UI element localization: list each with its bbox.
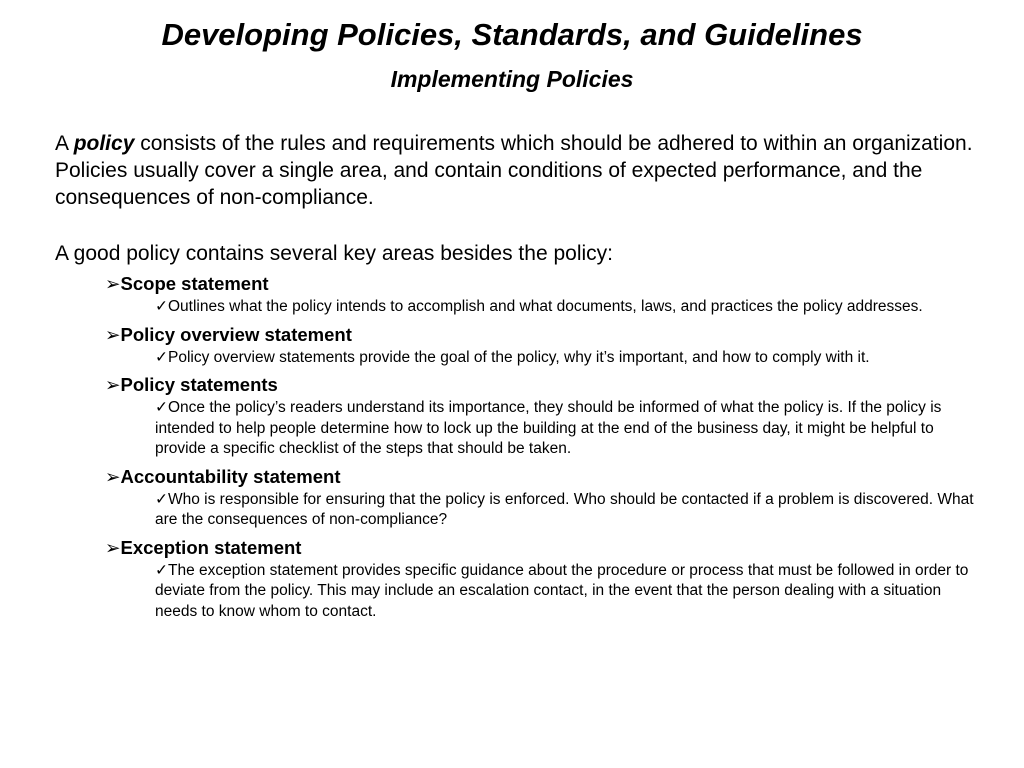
intro-prefix: A xyxy=(55,132,74,155)
bullet-detail xyxy=(155,561,995,623)
intro-rest: consists of the rules and requirements which should be adhered to within an organization. Policies usually cover a single area, and contain conditions of expected performance, and the consequences of non-compliance. xyxy=(55,132,973,209)
lead-paragraph: A good policy contains several key areas besides the policy: xyxy=(55,242,613,265)
check-bullet-icon: ✓ xyxy=(155,399,168,416)
check-bullet-icon: ✓ xyxy=(155,490,168,508)
bullet-heading xyxy=(105,372,995,398)
heading-text: Policy statements xyxy=(120,374,278,395)
bullet-detail xyxy=(155,297,995,318)
bullet-heading xyxy=(105,271,995,297)
detail-text: The exception statement provides specific guidance about the procedure or process that must be followed in order to deviate from the policy. This may include an escalation contact, in the event that the person dealing with a situation needs to know whom to contact. xyxy=(155,561,969,620)
detail-text: Outlines what the policy intends to accomplish and what documents, laws, and practices the policy addresses. xyxy=(168,298,923,315)
arrow-bullet-icon: ➢ xyxy=(105,374,121,395)
check-bullet-icon: ✓ xyxy=(155,298,168,315)
slide-title: Developing Policies, Standards, and Guidelines xyxy=(161,17,863,52)
arrow-bullet-icon: ➢ xyxy=(105,465,121,487)
arrow-bullet-icon: ➢ xyxy=(105,536,121,558)
intro-paragraph xyxy=(55,130,995,211)
bullet-detail xyxy=(155,398,995,460)
heading-text: Scope statement xyxy=(120,273,269,294)
slide-body xyxy=(55,130,995,626)
check-bullet-icon: ✓ xyxy=(155,348,168,366)
policy-term: policy xyxy=(73,132,135,155)
bullet-detail xyxy=(155,490,995,531)
arrow-bullet-icon: ➢ xyxy=(105,273,121,294)
heading-text: Accountability statement xyxy=(120,465,341,487)
bullet-heading xyxy=(105,535,995,561)
detail-text: Once the policy’s readers understand its importance, they should be informed of what the policy is. If the policy is intended to help people determine how to lock up the building at the end of the business day, it might be helpful to provide a specific checklist of the steps that should be taken. xyxy=(155,399,942,457)
check-bullet-icon: ✓ xyxy=(155,561,168,579)
arrow-bullet-icon: ➢ xyxy=(105,323,121,345)
slide-subtitle: Implementing Policies xyxy=(390,66,634,92)
key-areas-list xyxy=(55,271,995,622)
bullet-detail xyxy=(155,348,995,369)
detail-text: Policy overview statements provide the goal of the policy, why it’s important, and how to comply with it. xyxy=(168,348,870,366)
heading-text: Policy overview statement xyxy=(120,323,352,345)
bullet-heading xyxy=(105,464,995,490)
bullet-heading xyxy=(105,322,995,348)
heading-text: Exception statement xyxy=(120,536,302,558)
detail-text: Who is responsible for ensuring that the policy is enforced. Who should be contacted if a problem is discovered. What are the consequences of non-compliance? xyxy=(155,490,974,528)
